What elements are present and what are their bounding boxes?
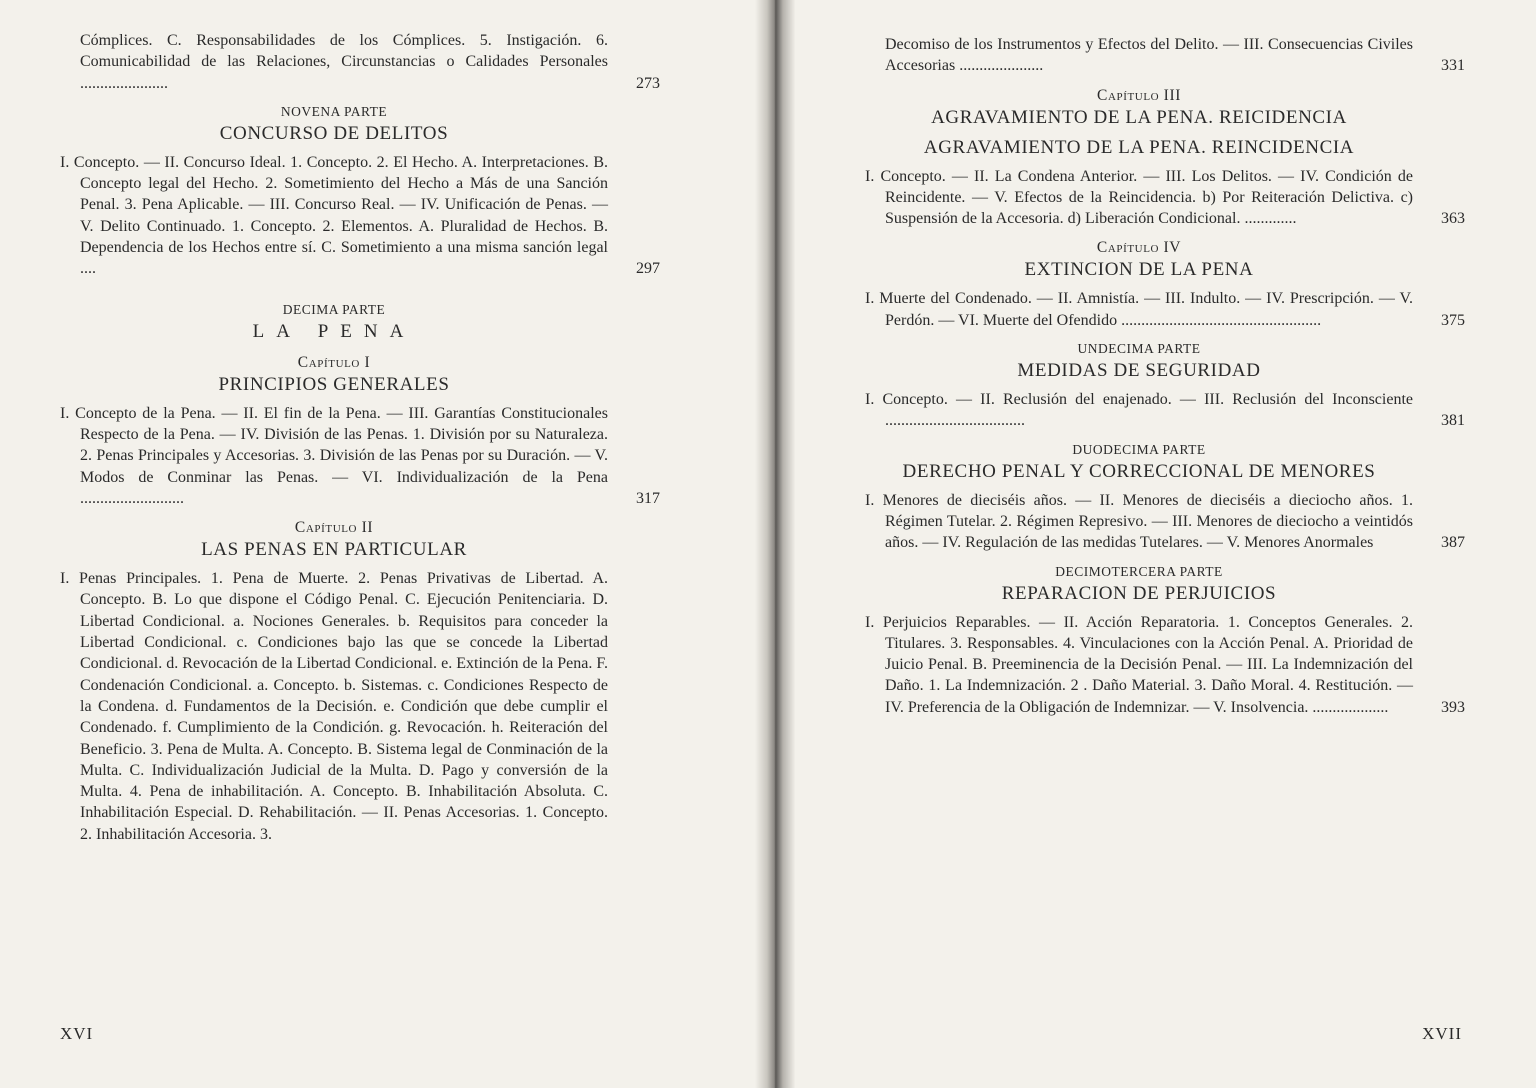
- toc-entry-text: I. Penas Principales. 1. Pena de Muerte. 2. Penas Privativas de Libertad. A. Concepto. B. Lo que dispone el Código Penal. C. Ejecución Penitenciaria. D. Libertad Condicional. a. Nociones Generales. b. Requisitos para conceder la Libertad Condicional. c. Condiciones bajo las que se concede la Libertad Condicional. d. Revocación de la Libertad Condicional. e. Extinción de la Pena. F. Condenación Condicional. a. Concepto. b. Sistemas. c. Condiciones Respecto de la Condena. d. Fundamentos de la Decisión. e. Condición que debe cumplir el Condenado. f. Cumplimiento de la Condición. g. Revocación. h. Reiteración del Beneficio. 3. Pena de Multa. A. Concepto. B. Sistema legal de Conminación de la Multa. C. Individualización Judicial de la Multa. D. Pago y conversión de la Multa. 4. Pena de inhabilitación. A. Concepto. B. Inhabilitación Absoluta. C. Inhabilitación Especial. D. Rehabilitación. — II. Penas Accesorias. 1. Concepto. 2. Inhabilitación Accesoria. 3.: [60, 570, 608, 843]
- chapter-heading: Capítulo I: [297, 353, 371, 371]
- toc-entry-text: I. Menores de dieciséis años. — II. Menores de dieciséis a dieciocho años. 1. Régimen Tutelar. 2. Régimen Represivo. — III. Menores de dieciocho a veintidós años. — IV. Regulación de las medidas Tutelares. — V. Menores Anormales: [865, 491, 1413, 552]
- section-title: DERECHO PENAL Y CORRECCIONAL DE MENORES: [902, 460, 1376, 482]
- section-title: MEDIDAS DE SEGURIDAD: [1017, 360, 1261, 382]
- section-title: AGRAVAMIENTO DE LA PENA. REICIDENCIA: [931, 106, 1347, 128]
- part-heading: DECIMOTERCERA PARTE: [1055, 563, 1223, 579]
- toc-page-number: 381: [1441, 412, 1465, 430]
- left-page-number: XVI: [60, 1024, 94, 1043]
- section-title: AGRAVAMIENTO DE LA PENA. REINCIDENCIA: [923, 136, 1355, 158]
- part-heading: DECIMA PARTE: [282, 301, 386, 317]
- section-title: PRINCIPIOS GENERALES: [218, 373, 450, 395]
- toc-entry: [865, 612, 1465, 718]
- toc-entry-text: I. Concepto. — II. Reclusión del enajenado. — III. Reclusión del Inconsciente ...................................: [865, 391, 1413, 430]
- toc-page-number: 363: [1441, 210, 1465, 228]
- chapter-heading: Capítulo III: [1097, 86, 1181, 104]
- toc-entry: [865, 34, 1465, 77]
- toc-entry-text: I. Concepto de la Pena. — II. El fin de la Pena. — III. Garantías Constitucionales Respecto de la Pena. — IV. División de las Penas. 1. División por su Naturaleza. 2. Penas Principales y Accesorias. 3. División de las Penas por su Duración. — V. Modos de Conminar las Penas. — VI. Individualización de la Pena ..........................: [60, 404, 608, 507]
- toc-entry: [60, 568, 660, 845]
- toc-entry-text: I. Concepto. — II. Concurso Ideal. 1. Concepto. 2. El Hecho. A. Interpretaciones. B. Concepto legal del Hecho. 2. Sometimiento del Hecho a Más de una Sanción Penal. 3. Pena Aplicable. — III. Concurso Real. — IV. Unificación de Penas. — V. Delito Continuado. 1. Concepto. 2. Elementos. A. Pluralidad de Hechos. B. Dependencia de los Hechos entre sí. C. Sometimiento a una misma sanción legal ....: [60, 153, 608, 278]
- section-title: CONCURSO DE DELITOS: [219, 122, 449, 144]
- toc-entry: [865, 389, 1465, 432]
- toc-page-number: 317: [636, 489, 660, 507]
- toc-entry-text: I. Perjuicios Reparables. — II. Acción Reparatoria. 1. Conceptos Generales. 2. Titulares. 3. Responsables. 4. Vinculaciones con la Acción Penal. A. Prioridad de Juicio Penal. B. Preeminencia de la Decisión Penal. — III. La Indemnización del Daño. 1. La Indemnización. 2 . Daño Material. 3. Daño Moral. 4. Restitución. — IV. Preferencia de la Obligación de Indemnizar. — V. Insolvencia. ...................: [865, 613, 1413, 716]
- toc-page-number: 297: [636, 260, 660, 278]
- part-heading: DUODECIMA PARTE: [1072, 441, 1206, 457]
- toc-entry: [865, 288, 1465, 331]
- toc-entry-text: I. Muerte del Condenado. — II. Amnistía. — III. Indulto. — IV. Prescripción. — V. Perdón. — VI. Muerte del Ofendido ..................................................: [865, 290, 1413, 329]
- left-toc-column: [60, 30, 660, 845]
- toc-entry-text: Cómplices. C. Responsabilidades de los Cómplices. 5. Instigación. 6. Comunicabilidad de las Relaciones, Circunstancias o Calidades Personales ......................: [80, 32, 608, 92]
- right-toc-column: [865, 34, 1465, 718]
- toc-page-number: 387: [1441, 534, 1465, 552]
- chapter-heading: Capítulo II: [294, 519, 374, 537]
- section-title: LAS PENAS EN PARTICULAR: [201, 539, 467, 561]
- toc-page-number: 331: [1441, 57, 1465, 75]
- right-page: [780, 0, 1536, 1088]
- toc-page-number: 273: [636, 74, 660, 92]
- toc-entry: [865, 166, 1465, 230]
- toc-entry: [60, 30, 660, 94]
- book-spine-gutter: [755, 0, 795, 1088]
- section-title: REPARACION DE PERJUICIOS: [1001, 582, 1277, 604]
- toc-entry: [60, 403, 660, 509]
- toc-entry-text: I. Concepto. — II. La Condena Anterior. — III. Los Delitos. — IV. Condición de Reincidente. — V. Efectos de la Reincidencia. b) Por Reiteración Delictiva. c) Suspensión de la Accesoria. d) Liberación Condicional. .............: [865, 167, 1413, 228]
- right-page-number: XVII: [1422, 1024, 1462, 1043]
- toc-entry: [60, 152, 660, 280]
- toc-page-number: 393: [1441, 698, 1465, 716]
- section-title: EXTINCION DE LA PENA: [1024, 259, 1254, 281]
- part-heading: NOVENA PARTE: [280, 103, 388, 119]
- section-title: LA PENA: [252, 320, 416, 342]
- toc-entry-text: Decomiso de los Instrumentos y Efectos del Delito. — III. Consecuencias Civiles Accesorias .....................: [885, 36, 1413, 75]
- chapter-heading: Capítulo IV: [1096, 239, 1182, 257]
- toc-entry: [865, 490, 1465, 554]
- toc-page-number: 375: [1441, 311, 1465, 329]
- part-heading: UNDECIMA PARTE: [1077, 341, 1201, 357]
